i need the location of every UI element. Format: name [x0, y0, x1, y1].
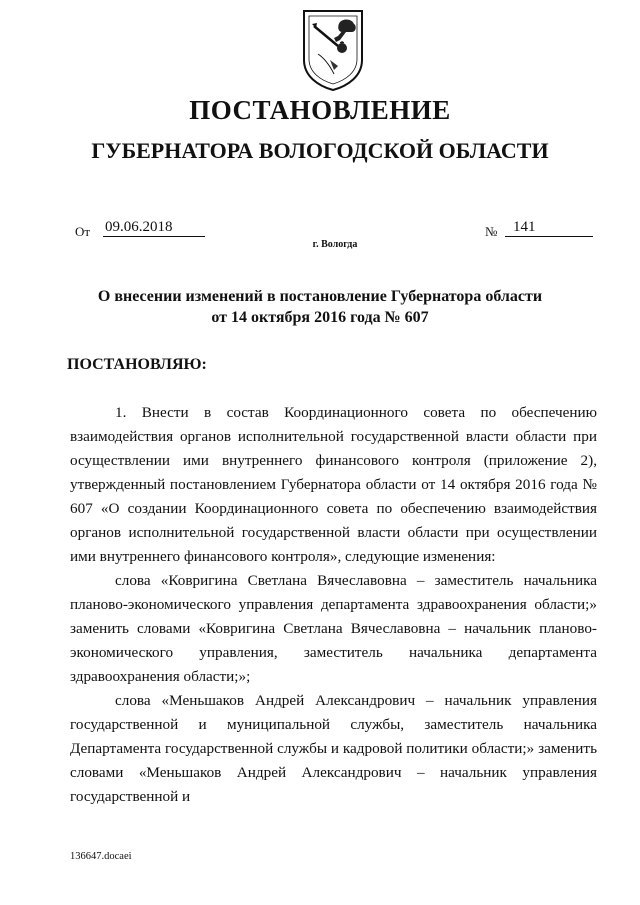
heading-line-2: от 14 октября 2016 года № 607 — [211, 309, 429, 326]
number-label: № — [485, 224, 498, 239]
date-field — [103, 219, 205, 237]
date-value: 09.06.2018 — [105, 219, 173, 235]
document-heading — [0, 286, 640, 328]
decree-label: ПОСТАНОВЛЯЮ: — [67, 356, 207, 373]
vologda-coat-of-arms-icon — [300, 8, 366, 92]
document-meta-row — [75, 220, 595, 240]
city-line — [0, 239, 640, 250]
document-body — [70, 401, 597, 809]
city-name: г. Вологда — [312, 239, 358, 250]
number-field — [505, 219, 593, 237]
paragraph: слова «Ковригина Светлана Вячеславовна – заместитель начальника планово-экономического управления департамента здравоохранения области;» заменить словами «Ковригина Светлана Вячеславовна – начальник планово-экономического управления, заместитель начальника департамента здравоохранения области;»; — [70, 572, 597, 685]
date-label: От — [75, 224, 91, 239]
number-value: 141 — [513, 219, 536, 235]
document-subtitle: ГУБЕРНАТОРА ВОЛОГОДСКОЙ ОБЛАСТИ — [91, 138, 549, 163]
heading-line-1: О внесении изменений в постановление Губернатора области — [97, 288, 543, 305]
document-title: ПОСТАНОВЛЕНИЕ — [189, 95, 451, 125]
file-code: 136647.docaei — [70, 851, 132, 862]
paragraph: слова «Меньшаков Андрей Александрович – начальник управления государственной и муниципальной службы, заместитель начальника Департамента государственной службы и кадровой политики области;» заменить словами «Меньшаков Андрей Александрович – начальник управления государственной и — [70, 692, 597, 805]
paragraph: 1. Внести в состав Координационного совета по обеспечению взаимодействия органов исполнительной государственной власти области при осуществлении ими внутреннего финансового контроля (приложение 2), утвержденный постановлением Губернатора области от 14 октября 2016 года № 607 «О создании Координационного совета по обеспечению взаимодействия органов исполнительной государственной власти области при осуществлении ими внутреннего финансового контроля», следующие изменения: — [70, 404, 597, 565]
